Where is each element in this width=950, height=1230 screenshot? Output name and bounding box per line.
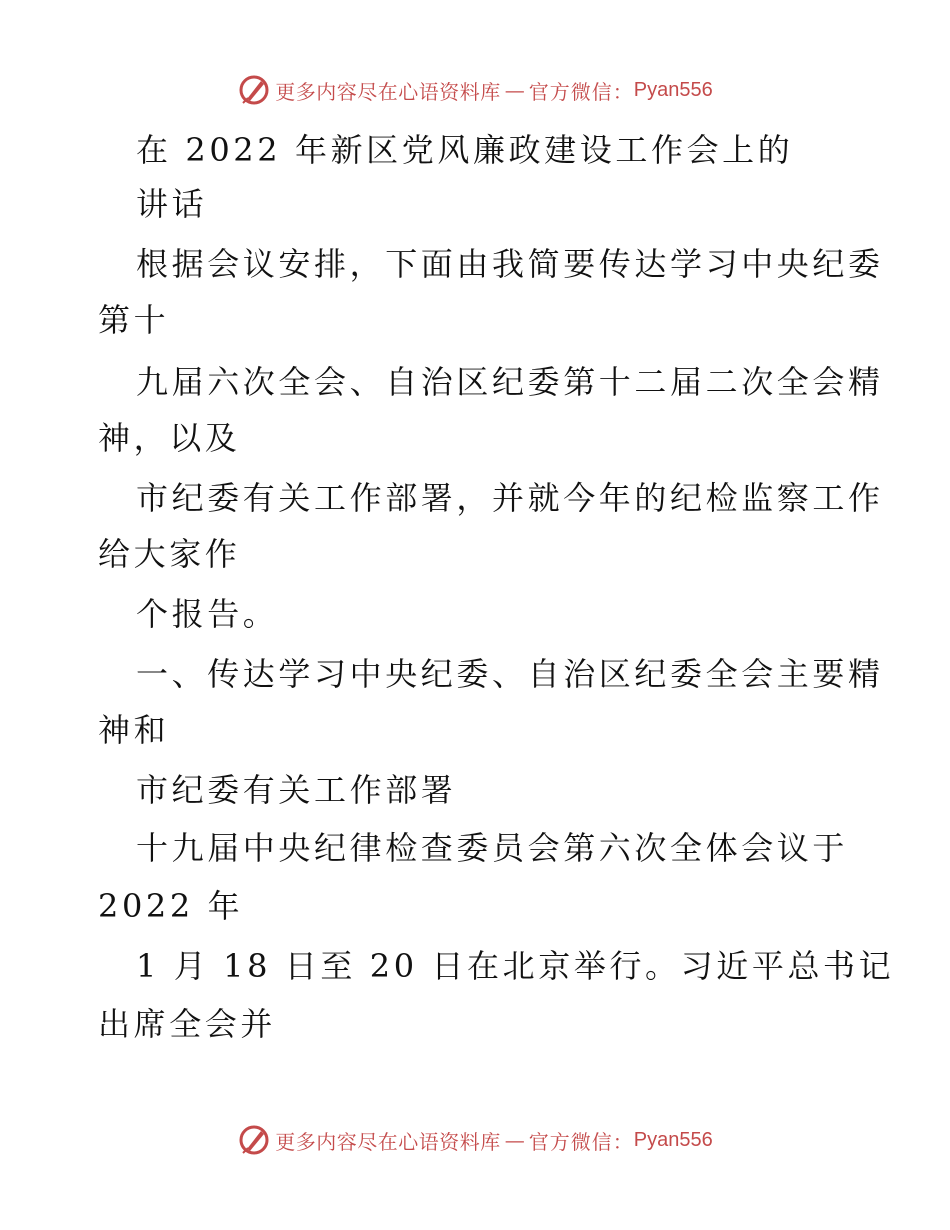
footer-banner [0,1120,950,1160]
text-line: 市纪委有关工作部署 [136,771,457,809]
footer-wechat-id: Pyan556 [633,1128,713,1151]
quill-logo-icon [237,1123,271,1157]
quill-logo-icon [237,73,271,107]
text-line: 十九届中央纪律检查委员会第六次全体会议于 [136,829,849,867]
text-line: 在 2022 年新区党风廉政建设工作会上的 [136,131,794,169]
text-line: 第十 [98,301,170,339]
text-line: 给大家作 [98,535,241,573]
footer-separator: — [504,1128,525,1152]
text-line: 个报告。 [136,595,279,633]
text-line: 一、传达学习中央纪委、自治区纪委全会主要精 [136,655,884,693]
text-line: 1 月 18 日至 20 日在北京举行。习近平总书记 [136,947,895,985]
text-line: 神，以及 [98,419,241,457]
header-wechat-id: Pyan556 [633,78,713,101]
header-separator: — [504,78,525,102]
footer-brand: 更多内容尽在心语资料库 [275,1129,501,1154]
header-banner [0,70,950,110]
text-line: 2022 年 [98,887,244,925]
header-brand: 更多内容尽在心语资料库 [275,79,501,104]
text-line: 神和 [98,711,170,749]
header-wechat-label: 官方微信： [528,79,634,104]
text-line: 出席全会并 [98,1005,277,1043]
footer-wechat-label: 官方微信： [528,1129,634,1154]
text-line: 讲话 [136,185,208,223]
text-line: 九届六次全会、自治区纪委第十二届二次全会精 [136,363,884,401]
text-line: 市纪委有关工作部署，并就今年的纪检监察工作 [136,479,884,517]
text-line: 根据会议安排，下面由我简要传达学习中央纪委 [136,245,884,283]
